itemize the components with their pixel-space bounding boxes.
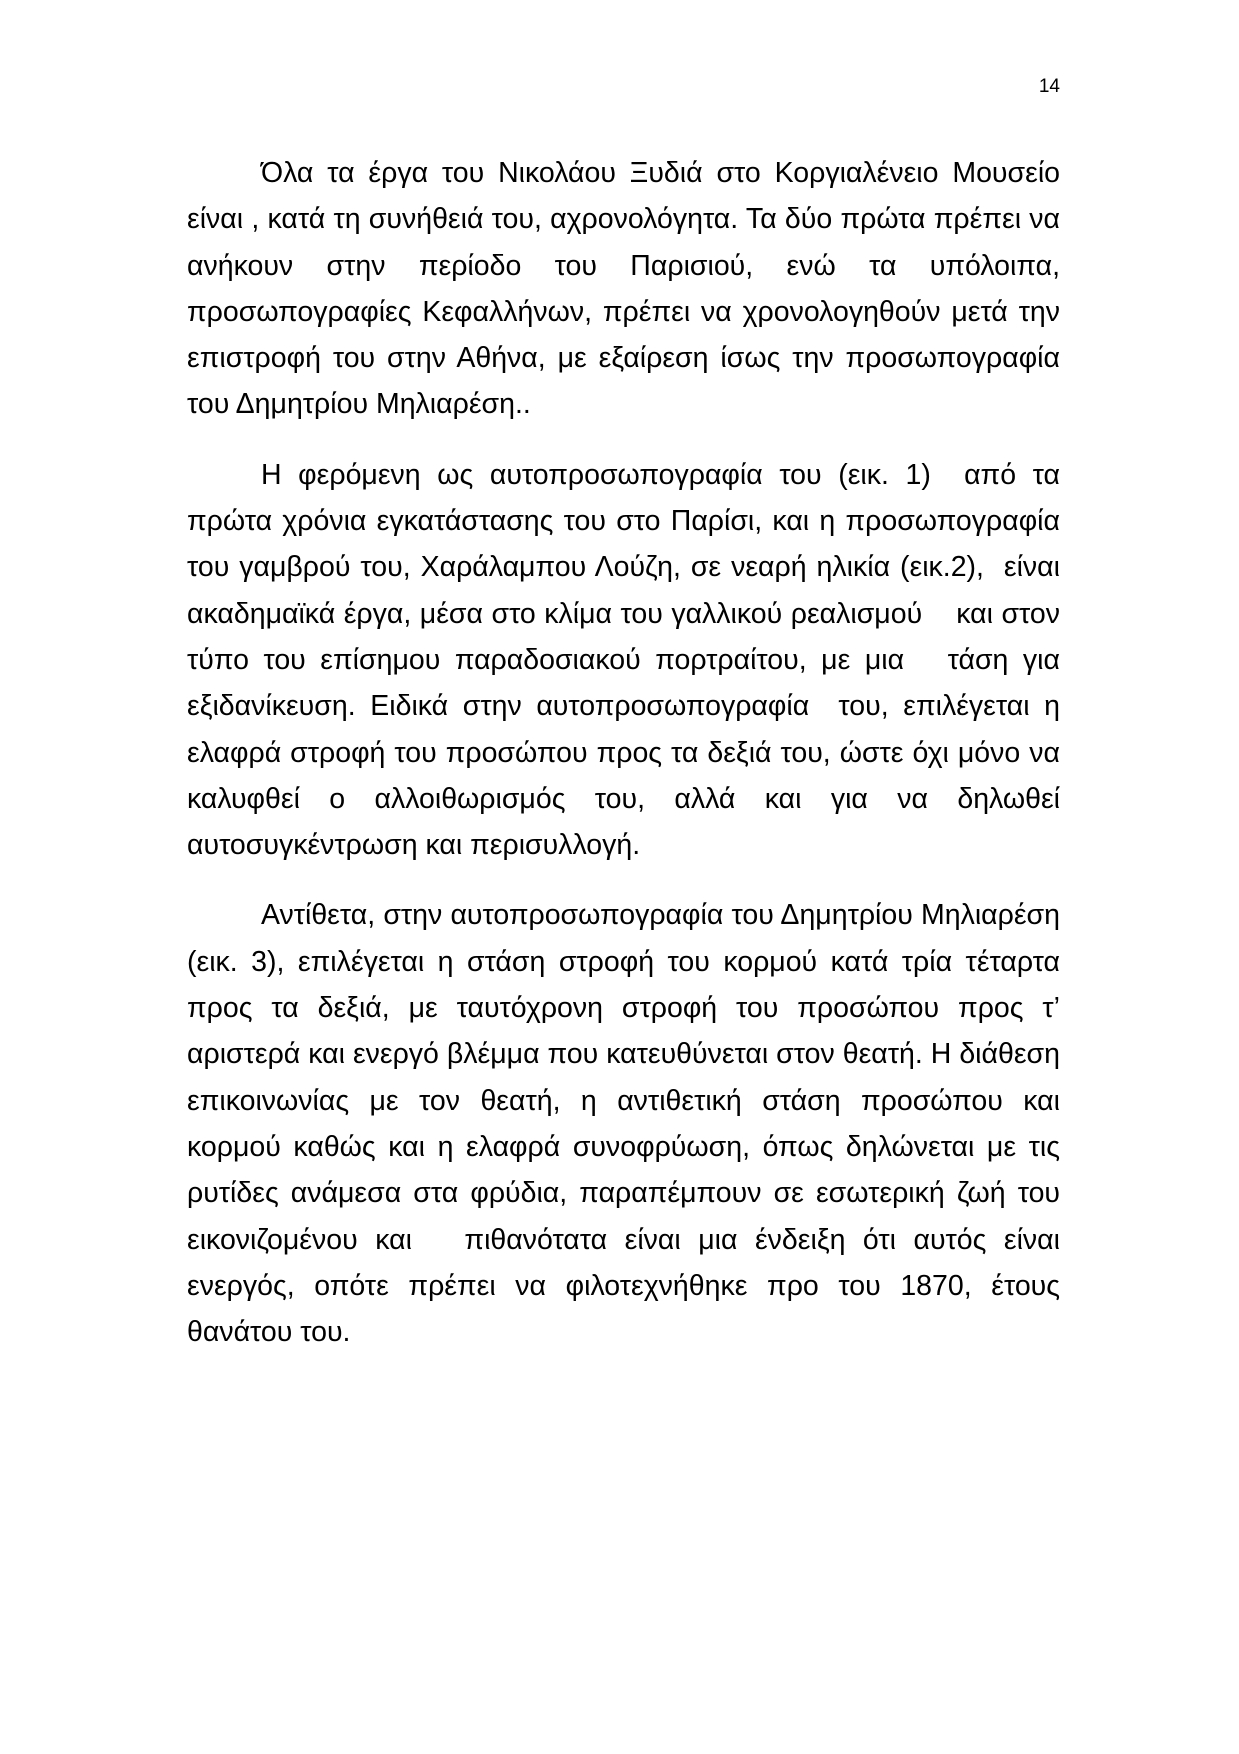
paragraph-2: Η φερόμενη ως αυτοπροσωπογραφία του (εικ. 1) από τα πρώτα χρόνια εγκατάστασης του στο Παρίσι, και η προσωπογραφία του γαμβρού του, Χαράλαμπου Λούζη, σε νεαρή ηλικία (εικ.2), είναι ακαδημαϊκά έργα, μέσα στο κλίμα του γαλλικού ρεαλισμού και στον τύπο του επίσημου παραδοσιακού πορτραίτου, με μια τάση για εξιδανίκευση. Ειδικά στην αυτοπροσωπογραφία του, επιλέγεται η ελαφρά στροφή του προσώπου προς τα δεξιά του, ώστε όχι μόνο να καλυφθεί ο αλλοιθωρισμός του, αλλά και για να δηλωθεί αυτοσυγκέντρωση και περισυλλογή. [187,458,1076,862]
paragraph-3: Αντίθετα, στην αυτοπροσωπογραφία του Δημητρίου Μηλιαρέση (εικ. 3), επιλέγεται η στάση στροφή του κορμού κατά τρία τέταρτα προς τα δεξιά, με ταυτόχρονη στροφή του προσώπου προς τ’ αριστερά και ενεργό βλέμμα που κατευθύνεται στον θεατή. Η διάθεση επικοινωνίας με τον θεατή, η αντιθετική στάση προσώπου και κορμού καθώς και η ελαφρά συνοφρύωση, όπως δηλώνεται με τις ρυτίδες ανάμεσα στα φρύδια, παραπέμπουν σε εσωτερική ζωή του εικονιζομένου και πιθανότατα είναι μια ένδειξη ότι αυτός είναι ενεργός, οπότε πρέπει να φιλοτεχνήθηκε προ του 1870, έτους θανάτου του. [187,899,1076,1349]
page-number: 14 [1038,76,1060,97]
body-text [187,150,1076,1355]
paragraph-1: Όλα τα έργα του Νικολάου Ξυδιά στο Κοργιαλένειο Μουσείο είναι , κατά τη συνήθειά του, αχρονολόγητα. Τα δύο πρώτα πρέπει να ανήκουν στην περίοδο του Παρισιού, ενώ τα υπόλοιπα, προσωπογραφίες Κεφαλλήνων, πρέπει να χρονολογηθούν μετά την επιστροφή του στην Αθήνα, με εξαίρεση ίσως την προσωπογραφία του Δημητρίου Μηλιαρέση.. [187,157,1068,421]
